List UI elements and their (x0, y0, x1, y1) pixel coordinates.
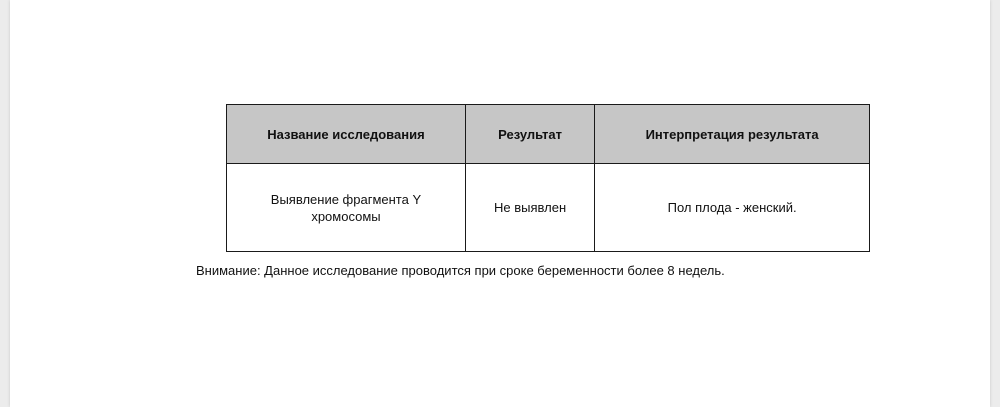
header-test-name: Название исследования (227, 105, 466, 164)
table-row (227, 164, 870, 252)
table-header-row (227, 105, 870, 164)
cell-interpretation: Пол плода - женский. (595, 164, 870, 252)
results-table (226, 104, 870, 252)
cell-test-name: Выявление фрагмента Y хромосомы (227, 164, 466, 252)
attention-note: Внимание: Данное исследование проводится при сроке беременности более 8 недель. (196, 263, 725, 278)
cell-result: Не выявлен (465, 164, 594, 252)
document-page (10, 0, 990, 407)
header-interpretation: Интерпретация результата (595, 105, 870, 164)
header-result: Результат (465, 105, 594, 164)
